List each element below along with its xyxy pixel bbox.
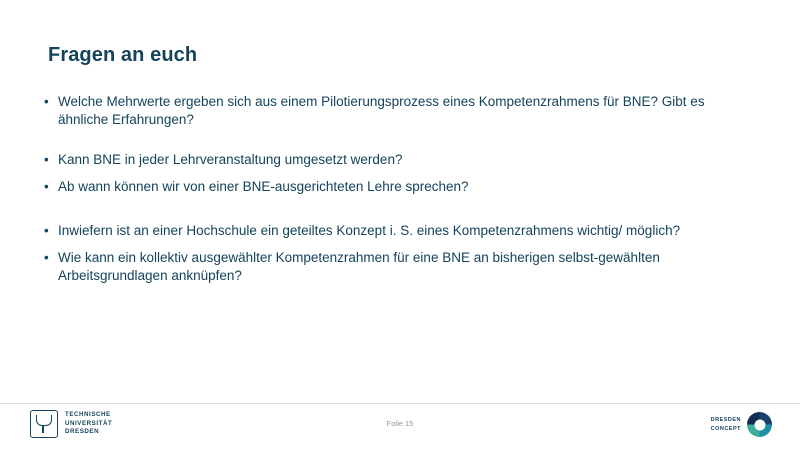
tud-logo-line1: TECHNISCHE xyxy=(65,410,111,418)
list-item-text: Inwiefern ist an einer Hochschule ein geteiltes Konzept i. S. eines Kompetenzrahmens wichtig/ möglich? xyxy=(58,223,681,239)
bullet-content xyxy=(44,93,744,285)
tud-logo-line3: DRESDEN xyxy=(65,428,100,436)
list-item xyxy=(44,178,744,196)
list-item-text: Wie kann ein kollektiv ausgewählter Kompetenzrahmen für eine BNE an bisherigen selbst-gewählten Arbeitsgrundlagen anknüpfen? xyxy=(58,250,660,283)
list-item xyxy=(44,151,744,169)
bullet-group xyxy=(44,93,744,129)
bullet-group xyxy=(44,151,744,197)
bullet-marker-icon: • xyxy=(44,223,49,239)
bullet-marker-icon: • xyxy=(44,151,49,167)
dresden-concept-ring-icon xyxy=(747,412,772,437)
slide-number: Folie 15 xyxy=(386,419,414,428)
list-item-text: Ab wann können wir von einer BNE-ausgerichteten Lehre sprechen? xyxy=(58,179,469,195)
list-item xyxy=(44,93,744,129)
list-item-text: Kann BNE in jeder Lehrveranstaltung umgesetzt werden? xyxy=(58,151,403,167)
bullet-marker-icon: • xyxy=(44,94,49,109)
tud-emblem-icon xyxy=(30,410,58,438)
slide-footer xyxy=(0,404,800,450)
list-item-text: Welche Mehrwerte ergeben sich aus einem Pilotierungsprozess eines Kompetenzrahmens für BNE? Gibt es ähnliche Erfahrungen? xyxy=(58,94,705,127)
bullet-marker-icon: • xyxy=(44,179,49,195)
tud-logo-line2: UNIVERSITÄT xyxy=(65,419,113,427)
dresden-logo-line1: DRESDEN xyxy=(710,417,741,424)
tud-logo-text xyxy=(65,411,112,438)
page-title: Fragen an euch xyxy=(48,44,198,66)
list-item xyxy=(44,222,744,240)
list-item xyxy=(44,249,744,285)
tud-logo xyxy=(30,410,112,438)
bullet-group xyxy=(44,222,744,284)
dresden-concept-text xyxy=(711,416,741,433)
bullet-marker-icon: • xyxy=(44,250,49,266)
dresden-logo-line2: CONCEPT xyxy=(710,425,741,432)
dresden-concept-logo xyxy=(711,412,772,437)
